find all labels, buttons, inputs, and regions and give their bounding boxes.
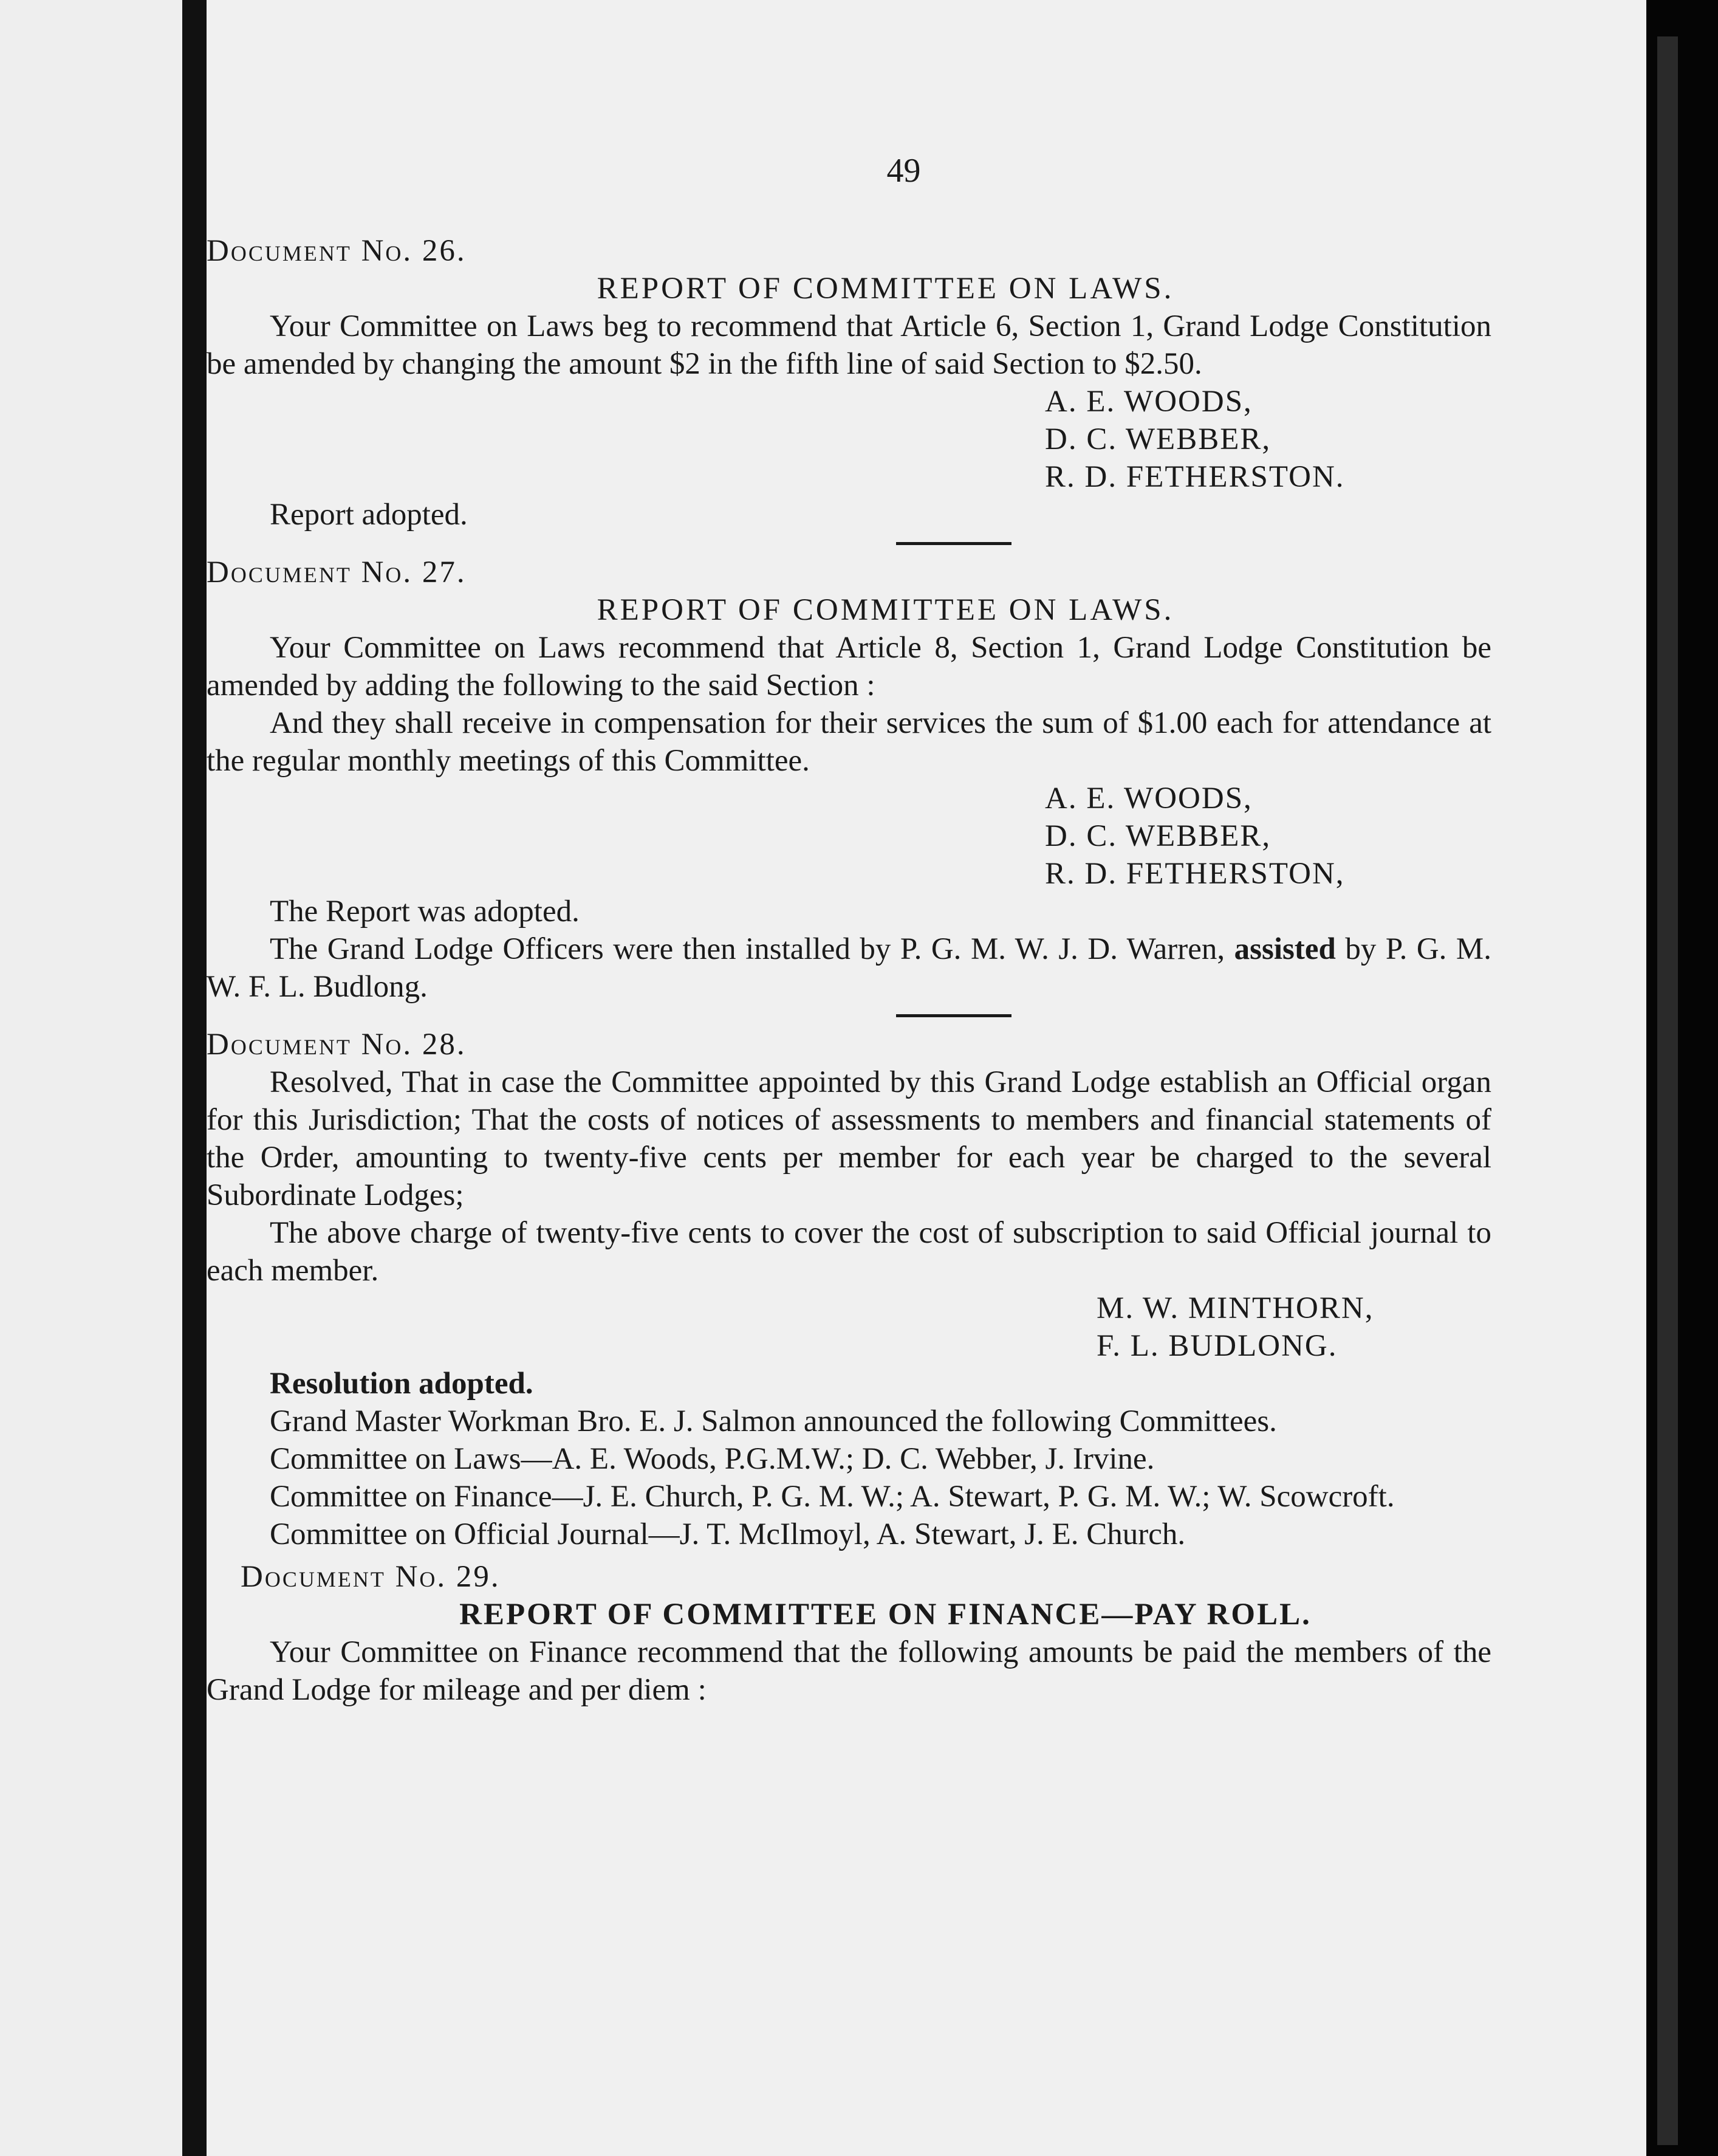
report-title: REPORT OF COMMITTEE ON LAWS. [597, 593, 1174, 627]
page-content [207, 152, 1491, 1709]
report-body: And they shall receive in compensation for their services the sum of $1.00 each for attendance at the regular monthly meetings of this Committee. [207, 706, 1491, 778]
adoption-note: The Report was adopted. [270, 894, 580, 929]
installation-emphasis: assisted [1234, 932, 1336, 966]
facing-page-edge [0, 0, 182, 2156]
document-heading: Document No. 28. [207, 1028, 467, 1062]
signature: F. L. BUDLONG. [1097, 1329, 1338, 1363]
report-title: REPORT OF COMMITTEE ON FINANCE—PAY ROLL. [459, 1598, 1312, 1632]
document-26 [207, 232, 1491, 534]
page-number: 49 [886, 152, 921, 190]
adoption-note: Report adopted. [270, 498, 468, 532]
announcement: Grand Master Workman Bro. E. J. Salmon announced the following Committees. [270, 1404, 1277, 1438]
document-28 [207, 1026, 1491, 1553]
report-body: Your Committee on Laws recommend that Article 8, Section 1, Grand Lodge Constitution be amended by adding the following to the said Section : [207, 631, 1491, 702]
resolution-body: Resolved, That in case the Committee appointed by this Grand Lodge establish an Official organ for this Jurisdiction; That the costs of notices of assessments to members and financial statements of the Order, amounting to twenty-five cents per member for each year be charged to the several Subordinate Lodges; [207, 1065, 1491, 1212]
signature-block [1045, 383, 1491, 496]
committee-journal: Committee on Official Journal—J. T. McIlmoyl, A. Stewart, J. E. Church. [270, 1517, 1186, 1551]
section-divider [896, 542, 1011, 545]
signature: R. D. FETHERSTON, [1045, 857, 1345, 891]
document-29 [207, 1558, 1491, 1709]
signature-block [1045, 780, 1491, 893]
report-body: Your Committee on Laws beg to recommend that Article 6, Section 1, Grand Lodge Constitution be amended by changing the amount $2 in the fifth line of said Section to $2.50. [207, 309, 1491, 381]
signature: A. E. WOODS, [1045, 781, 1253, 815]
adoption-note: Resolution adopted. [270, 1367, 533, 1401]
document-heading: Document No. 29. [241, 1560, 501, 1594]
right-page-edge [1646, 0, 1718, 2156]
signature: A. E. WOODS, [1045, 385, 1253, 419]
committee-finance: Committee on Finance—J. E. Church, P. G. M. W.; A. Stewart, P. G. M. W.; W. Scowcroft. [270, 1480, 1395, 1514]
edge-strip [1657, 36, 1678, 2145]
document-27 [207, 554, 1491, 1006]
signature: D. C. WEBBER, [1045, 422, 1271, 456]
resolution-body: The above charge of twenty-five cents to cover the cost of subscription to said Official journal to each member. [207, 1216, 1491, 1288]
installation-text: The Grand Lodge Officers were then installed by P. G. M. W. J. D. Warren, [270, 932, 1225, 966]
book-spine [182, 0, 207, 2156]
signature: R. D. FETHERSTON. [1045, 460, 1345, 494]
document-heading: Document No. 26. [207, 234, 467, 268]
committee-laws: Committee on Laws—A. E. Woods, P.G.M.W.; D. C. Webber, J. Irvine. [270, 1442, 1155, 1476]
document-heading: Document No. 27. [207, 555, 467, 589]
report-title: REPORT OF COMMITTEE ON LAWS. [597, 272, 1174, 306]
section-divider [896, 1014, 1011, 1017]
signature: D. C. WEBBER, [1045, 819, 1271, 853]
signature-block [1097, 1289, 1491, 1365]
report-body: Your Committee on Finance recommend that the following amounts be paid the members of the Grand Lodge for mileage and per diem : [207, 1635, 1491, 1707]
installation-paragraph [207, 930, 1491, 1006]
signature: M. W. MINTHORN, [1097, 1291, 1374, 1325]
installation-text: by P. G. M. W. F. L. Budlong. [207, 932, 1492, 1004]
